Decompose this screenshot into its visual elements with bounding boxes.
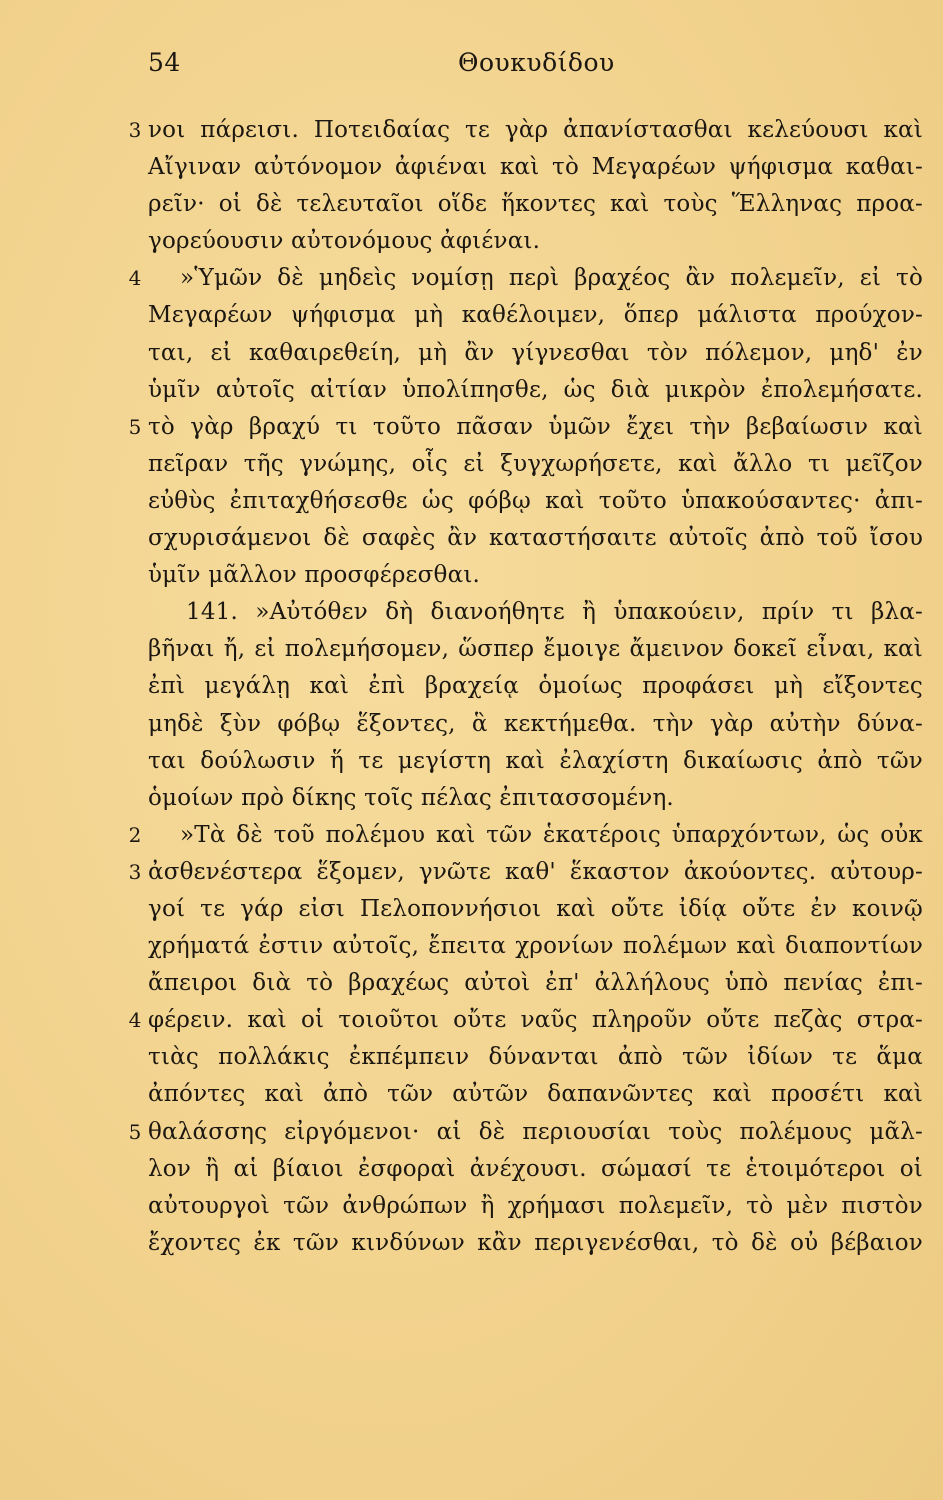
text-line xyxy=(0,780,943,817)
line-text: φέρειν. καὶ οἱ τοιοῦτοι οὔτε ναῦς πληροῦν οὔτε πεζὰς στρα- xyxy=(148,1007,923,1034)
text-line xyxy=(0,335,943,372)
line-text: νοι πάρεισι. Ποτειδαίας τε γὰρ ἀπανίστασθαι κελεύουσι καὶ xyxy=(148,117,923,143)
text-line xyxy=(0,1188,943,1225)
line-text: τιὰς πολλάκις ἐκπέμπειν δύνανται ἀπὸ τῶν ἰδίων τε ἅμα xyxy=(148,1044,923,1071)
text-line xyxy=(0,557,943,594)
line-text: ται, εἰ καθαιρεθείη, μὴ ἂν γίγνεσθαι τὸν πόλεμον, μηδ' ἐν xyxy=(148,339,923,366)
text-line xyxy=(0,1002,943,1039)
chapter-start-line: 141. »Αὐτόθεν δὴ διανοήθητε ἢ ὑπακούειν, πρίν τι βλα- xyxy=(186,599,923,626)
text-line xyxy=(0,1225,943,1262)
running-title: Θουκυδίδου xyxy=(458,48,615,77)
text-line xyxy=(0,409,943,446)
line-text: Αἴγιναν αὐτόνομον ἀφιέναι καὶ τὸ Μεγαρέων ψήφισμα καθαι- xyxy=(148,154,923,181)
section-number: 3 xyxy=(128,859,142,884)
section-number: 5 xyxy=(128,414,142,439)
line-text: ὑμῖν μᾶλλον προσφέρεσθαι. xyxy=(148,562,481,589)
line-text: σχυρισάμενοι δὲ σαφὲς ἂν καταστήσαιτε αὐτοῖς ἀπὸ τοῦ ἴσου xyxy=(148,525,923,552)
line-text: ἄπειροι διὰ τὸ βραχέως αὐτοὶ ἐπ' ἀλλήλους ὑπὸ πενίας ἐπι- xyxy=(148,970,923,997)
line-text: ἔχοντες ἐκ τῶν κινδύνων κἂν περιγενέσθαι, τὸ δὲ οὐ βέβαιον xyxy=(148,1229,923,1256)
line-text: τὸ γὰρ βραχύ τι τοῦτο πᾶσαν ὑμῶν ἔχει τὴν βεβαίωσιν καὶ xyxy=(148,413,923,440)
text-line xyxy=(0,1076,943,1113)
line-text: »Τὰ δὲ τοῦ πολέμου καὶ τῶν ἑκατέροις ὑπαρχόντων, ὡς οὐκ xyxy=(180,821,923,848)
text-line xyxy=(0,149,943,186)
line-text: γοί τε γάρ εἰσι Πελοποννήσιοι καὶ οὔτε ἰδίᾳ οὔτε ἐν κοινῷ xyxy=(148,895,923,922)
text-line xyxy=(0,297,943,334)
line-text: ὁμοίων πρὸ δίκης τοῖς πέλας ἐπιτασσομένη. xyxy=(148,784,674,811)
text-line xyxy=(0,112,943,149)
page-header xyxy=(0,48,943,88)
section-number: 4 xyxy=(128,1008,142,1033)
section-number: 3 xyxy=(128,118,142,142)
line-text: χρήματά ἐστιν αὐτοῖς, ἔπειτα χρονίων πολέμων καὶ διαποντίων xyxy=(148,933,923,960)
text-line xyxy=(0,594,943,631)
line-text: Μεγαρέων ψήφισμα μὴ καθέλοιμεν, ὅπερ μάλιστα προύχον- xyxy=(148,302,923,329)
line-text: μηδὲ ξὺν φόβῳ ἕξοντες, ἃ κεκτήμεθα. τὴν γὰρ αὐτὴν δύνα- xyxy=(148,710,923,737)
line-text: ρεῖν· οἱ δὲ τελευταῖοι οἵδε ἥκοντες καὶ τοὺς Ἕλληνας προα- xyxy=(148,191,923,218)
line-text: ὑμῖν αὐτοῖς αἰτίαν ὑπολίπησθε, ὡς διὰ μικρὸν ἐπολεμήσατε. xyxy=(148,376,923,403)
section-number: 4 xyxy=(128,266,142,291)
line-text: γορεύουσιν αὐτονόμους ἀφιέναι. xyxy=(148,228,541,255)
line-text: ται δούλωσιν ἥ τε μεγίστη καὶ ἐλαχίστη δικαίωσις ἀπὸ τῶν xyxy=(148,747,923,774)
section-number: 5 xyxy=(128,1119,142,1144)
line-text: ἀσθενέστερα ἕξομεν, γνῶτε καθ' ἕκαστον ἀκούοντες. αὐτουρ- xyxy=(148,858,923,885)
line-text: ἀπόντες καὶ ἀπὸ τῶν αὐτῶν δαπανῶντες καὶ προσέτι καὶ xyxy=(148,1081,923,1108)
line-text: εὐθὺς ἐπιταχθήσεσθε ὡς φόβῳ καὶ τοῦτο ὑπακούσαντες· ἀπι- xyxy=(148,487,923,514)
text-line xyxy=(0,817,943,854)
page-number: 54 xyxy=(148,48,181,77)
line-text: »Ὑμῶν δὲ μηδεὶς νομίσῃ περὶ βραχέος ἂν πολεμεῖν, εἰ τὸ xyxy=(180,265,923,292)
line-text: θαλάσσης εἰργόμενοι· αἱ δὲ περιουσίαι τοὺς πολέμους μᾶλ- xyxy=(148,1118,923,1145)
text-line xyxy=(0,223,943,260)
text-line xyxy=(0,372,943,409)
body-text xyxy=(0,112,943,1262)
line-text: βῆναι ἤ, εἰ πολεμήσομεν, ὥσπερ ἔμοιγε ἄμεινον δοκεῖ εἶναι, καὶ xyxy=(148,636,923,663)
text-line xyxy=(0,186,943,223)
line-text: αὐτουργοὶ τῶν ἀνθρώπων ἢ χρήμασι πολεμεῖν, τὸ μὲν πιστὸν xyxy=(148,1192,923,1219)
text-line xyxy=(0,446,943,483)
text-line xyxy=(0,260,943,297)
text-line xyxy=(0,1039,943,1076)
line-text: ἐπὶ μεγάλῃ καὶ ἐπὶ βραχείᾳ ὁμοίως προφάσει μὴ εἴξοντες xyxy=(148,673,923,700)
text-line xyxy=(0,668,943,705)
text-line xyxy=(0,965,943,1002)
text-line xyxy=(0,483,943,520)
text-line xyxy=(0,891,943,928)
text-line xyxy=(0,854,943,891)
line-text: λον ἢ αἱ βίαιοι ἐσφοραὶ ἀνέχουσι. σώμασί τε ἑτοιμότεροι οἱ xyxy=(148,1155,923,1182)
text-line xyxy=(0,1151,943,1188)
text-line xyxy=(0,520,943,557)
text-line xyxy=(0,706,943,743)
line-text: πεῖραν τῆς γνώμης, οἷς εἰ ξυγχωρήσετε, καὶ ἄλλο τι μεῖζον xyxy=(148,450,923,477)
text-line xyxy=(0,928,943,965)
section-number: 2 xyxy=(128,822,142,847)
text-line xyxy=(0,743,943,780)
text-line xyxy=(0,1114,943,1151)
text-line xyxy=(0,631,943,668)
